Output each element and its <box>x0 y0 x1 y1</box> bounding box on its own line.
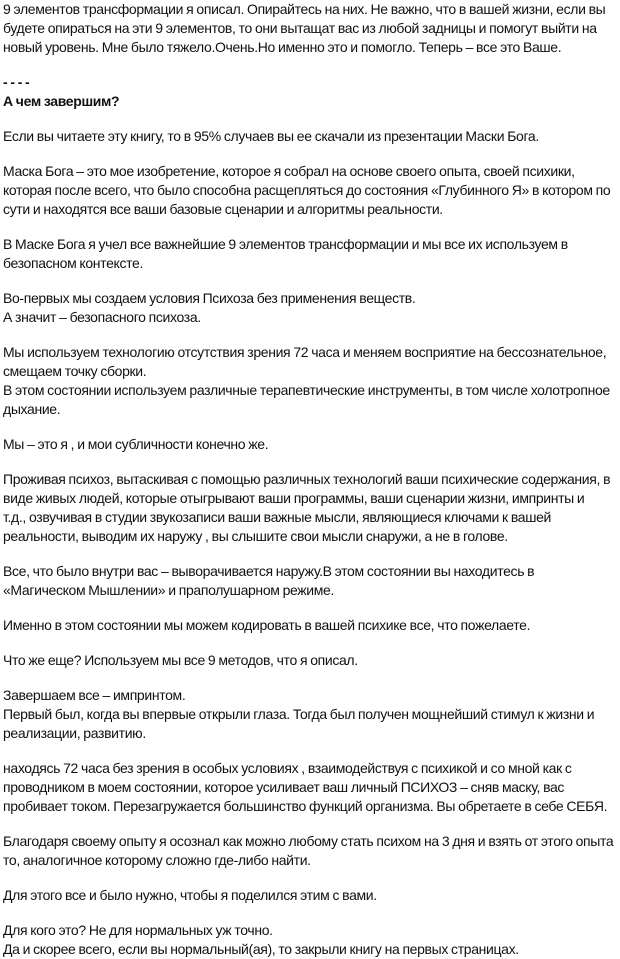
separator-dashes: - - - - <box>3 74 30 90</box>
text-line: виде живых людей, которые отыгрывают ваши программы, ваши сценарии жизни, импринты и <box>3 490 585 506</box>
text-line: А значит – безопасного психоза. <box>3 309 201 325</box>
text-line: смещаем точку сборки. <box>3 363 147 379</box>
text-line: Что же еще? Используем мы все 9 методов, что я описал. <box>3 652 358 668</box>
paragraph <box>3 616 616 635</box>
text-line: 9 элементов трансформации я описал. Опирайтесь на них. Не важно, что в вашей жизни, если вы <box>3 1 606 17</box>
paragraph <box>3 470 616 546</box>
text-line: Если вы читаете эту книгу, то в 95% случаев вы ее скачали из презентации Маски Бога. <box>3 128 539 144</box>
text-line: Благодаря своему опыту я осознал как можно любому стать психом на 3 дня и взять от этого опыта <box>3 833 614 849</box>
text-line: реализации, развитию. <box>3 725 146 741</box>
text-line: новый уровень. Мне было тяжело.Очень.Но именно это и помогло. Теперь – все это Ваше. <box>3 39 562 55</box>
text-line: В Маске Бога я учел все важнейшие 9 элементов трансформации и мы все их используем в <box>3 236 568 252</box>
paragraph <box>3 0 616 57</box>
paragraph <box>3 435 616 454</box>
text-line: сути и находятся все ваши базовые сценарии и алгоритмы реальности. <box>3 201 443 217</box>
paragraph <box>3 343 616 419</box>
text-line: Во-первых мы создаем условия Психоза без применения веществ. <box>3 290 416 306</box>
text-line: Первый был, когда вы впервые открыли глаза. Тогда был получен мощнейший стимул к жизни и <box>3 706 595 722</box>
text-line: будете опираться на эти 9 элементов, то они вытащат вас из любой задницы и помогут выйти на <box>3 20 597 36</box>
text-line: реальности, выводим их наружу , вы слышите свои мысли снаружи, а не в голове. <box>3 528 508 544</box>
paragraph <box>3 651 616 670</box>
text-line: Мы – это я , и мои субличности конечно же. <box>3 436 269 452</box>
text-line: пробивает током. Перезагружается большинство функций организма. Вы обретаете в себе СЕБЯ. <box>3 798 608 814</box>
text-line: Все, что было внутри вас – выворачивается наружу.В этом состоянии вы находитесь в <box>3 563 535 579</box>
paragraph <box>3 832 616 870</box>
text-line: В этом состоянии используем различные терапевтические инструменты, в том числе холотропное <box>3 382 610 398</box>
paragraph <box>3 921 616 959</box>
paragraph <box>3 886 616 905</box>
text-line: дыхание. <box>3 401 61 417</box>
text-line: безопасном контексте. <box>3 255 143 271</box>
text-line: Проживая психоз, вытаскивая с помощью различных технологий ваши психические содержания, в <box>3 471 611 487</box>
text-line: Мы используем технологию отсутствия зрения 72 часа и меняем восприятие на бессознательное, <box>3 344 607 360</box>
text-line: которая после всего, что было способна расщепляться до состояния «Глубинного Я» в котором по <box>3 182 611 198</box>
paragraph <box>3 235 616 273</box>
heading-text: А чем завершим? <box>3 93 120 109</box>
text-line: Да и скорее всего, если вы нормальный(ая), то закрыли книгу на первых страницах. <box>3 941 519 957</box>
text-line: «Магическом Мышлении» и праполушарном режиме. <box>3 582 335 598</box>
paragraph <box>3 162 616 219</box>
paragraph <box>3 289 616 327</box>
paragraph <box>3 759 616 816</box>
paragraph <box>3 127 616 146</box>
section-heading <box>3 73 616 111</box>
text-line: Именно в этом состоянии мы можем кодировать в вашей психике все, что пожелаете. <box>3 617 531 633</box>
text-line: Для кого это? Не для нормальных уж точно. <box>3 922 273 938</box>
text-line: находясь 72 часа без зрения в особых условиях , взаимодействуя с психикой и со мной как с <box>3 760 572 776</box>
paragraph <box>3 562 616 600</box>
text-line: т.д., озвучивая в студии звукозаписи ваши важные мысли, являющиеся ключами к вашей <box>3 509 552 525</box>
text-line: Завершаем все – импринтом. <box>3 687 186 703</box>
text-line: Для этого все и было нужно, чтобы я поделился этим с вами. <box>3 887 377 903</box>
paragraph <box>3 686 616 743</box>
text-line: Маска Бога – это мое изобретение, которое я собрал на основе своего опыта, своей психики, <box>3 163 575 179</box>
text-line: то, аналогичное которому сложно где-либо найти. <box>3 852 311 868</box>
text-line: проводником в моем состоянии, которое усиливает ваш личный ПСИХОЗ – сняв маску, вас <box>3 779 565 795</box>
